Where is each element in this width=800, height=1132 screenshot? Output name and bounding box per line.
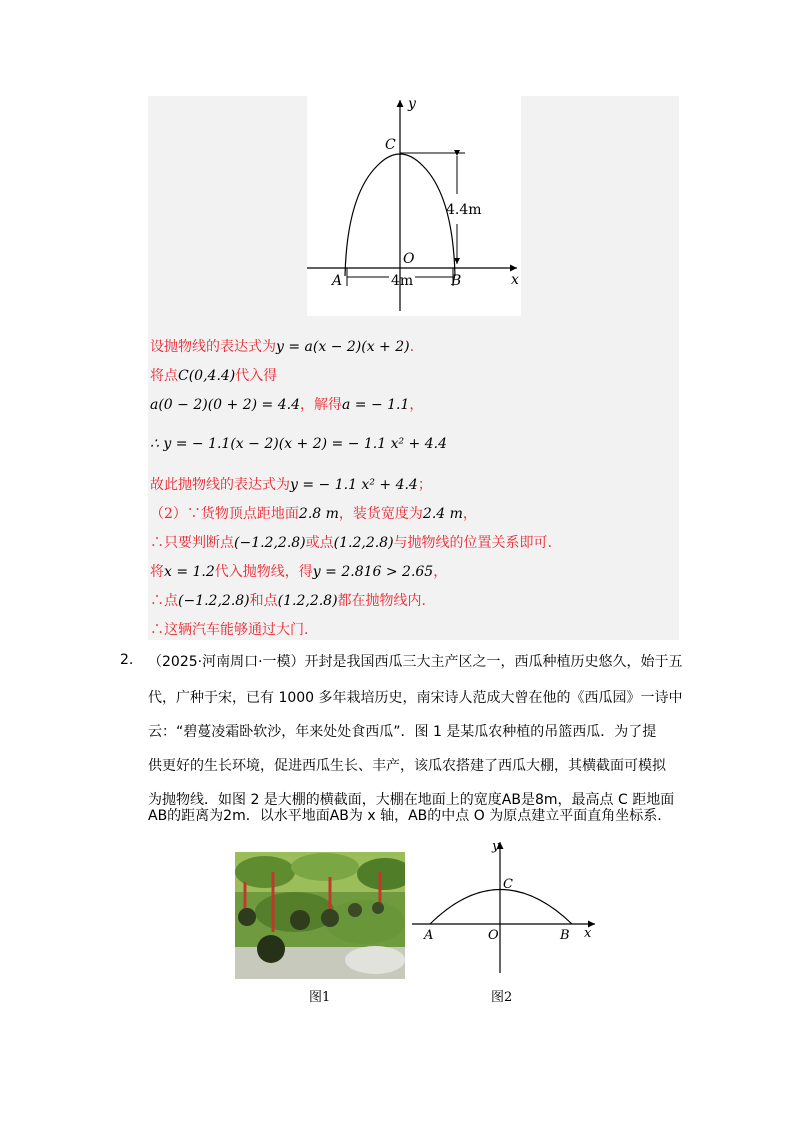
question-line-3: 云：“碧蔓凌霜卧软沙，年来处处食西瓜”．图 1 是某瓜农种植的吊篮西瓜．为了提 (148, 724, 657, 740)
line5-end: ； (417, 477, 432, 493)
line8-text2: 代入抛物线，得 (214, 564, 313, 580)
solution-line-10 (150, 620, 308, 640)
solution-line-7 (150, 533, 552, 553)
line7-text2: 或点 (305, 535, 334, 551)
line6-end: ， (462, 506, 477, 522)
fig1-o-label: O (403, 251, 415, 267)
fig2-y-label: y (492, 839, 500, 854)
solution-line-4 (150, 434, 447, 454)
fig1-height-label: 4.4m (446, 202, 482, 218)
line2-text2: 代入得 (235, 368, 278, 384)
question-line-2: 代，广种于宋，已有 1000 多年栽培历史，南宋诗人范成大曾在他的《西瓜园》一诗中 (148, 690, 683, 706)
watermelon-photo-svg (235, 852, 405, 979)
parabola-figure-1 (307, 96, 521, 316)
line2-text1: 将点 (150, 368, 178, 384)
solution-line-3 (150, 395, 423, 415)
fig1-a-label: A (332, 273, 343, 289)
solution-line-1 (150, 337, 414, 357)
line3-math: a(0 − 2)(0 + 2) = 4.4 (150, 397, 300, 413)
question-number: 2. (120, 652, 134, 668)
solution-line-8 (150, 562, 447, 582)
line1-text: 设抛物线的表达式为 (150, 339, 276, 355)
line1-math: y = a(x − 2)(x + 2) (276, 339, 410, 355)
fig1-width-label: 4m (391, 273, 414, 289)
line1-end: . (409, 339, 415, 355)
line3-end: ， (409, 397, 424, 413)
fig2-a-label: A (424, 928, 434, 943)
fig2-o-label: O (488, 928, 499, 943)
figure-2-caption: 图2 (491, 990, 513, 1005)
line9-text3: 都在抛物线内. (337, 593, 426, 609)
fig1-y-label: y (408, 96, 416, 112)
fig1-b-label: B (451, 273, 462, 289)
question-line-6: AB的距离为2m．以水平地面AB为 x 轴，AB的中点 O 为原点建立平面直角坐标系. (148, 808, 662, 824)
question-line-1: （2025·河南周口·一模）开封是我国西瓜三大主产区之一，西瓜种植历史悠久，始于五 (148, 654, 683, 670)
line8-text1: 将 (150, 564, 164, 580)
line7-text3: 与抛物线的位置关系即可. (393, 535, 552, 551)
line7-math2: (1.2,2.8) (333, 535, 394, 551)
line7-text1: ∴只要判断点 (150, 535, 234, 551)
line7-math1: (−1.2,2.8) (234, 535, 306, 551)
line8-end: ， (433, 564, 448, 580)
line3-math2: a = − 1.1 (341, 397, 410, 413)
line8-math1: x = 1.2 (164, 564, 215, 580)
line5-math: y = − 1.1 x² + 4.4 (290, 477, 418, 493)
figure-1-caption: 图1 (309, 990, 331, 1005)
question-line-5: 为抛物线．如图 2 是大棚的横截面，大棚在地面上的宽度AB是8m，最高点 C 距地面 (148, 792, 675, 808)
solution-line-2 (150, 366, 277, 386)
fig2-b-label: B (560, 928, 570, 943)
line2-math: C(0,4.4) (178, 368, 236, 384)
line9-math2: (1.2,2.8) (277, 593, 338, 609)
question-line-4: 供更好的生长环境，促进西瓜生长、丰产，该瓜农搭建了西瓜大棚，其横截面可模拟 (148, 758, 666, 774)
line9-text1: ∴点 (150, 593, 178, 609)
line6-math2: 2.4 m (422, 506, 463, 522)
watermelon-photo (235, 852, 405, 979)
parabola-figure-2 (412, 838, 602, 978)
line5-text: 故此抛物线的表达式为 (150, 477, 290, 493)
fig2-c-label: C (503, 877, 513, 892)
solution-line-6 (150, 504, 477, 524)
solution-line-5 (150, 475, 432, 495)
solution-line-9 (150, 591, 426, 611)
line3-text: ，解得 (299, 397, 342, 413)
line6-text2: ，装货宽度为 (338, 506, 423, 522)
line4-math: ∴ y = − 1.1(x − 2)(x + 2) = − 1.1 x² + 4.4 (150, 436, 447, 452)
line6-math1: 2.8 m (298, 506, 339, 522)
fig2-x-label: x (584, 926, 592, 941)
line10-text: ∴这辆汽车能够通过大门. (150, 622, 309, 638)
line6-text1: （2）∵货物顶点距地面 (150, 506, 299, 522)
line9-text2: 和点 (249, 593, 278, 609)
fig1-c-label: C (385, 137, 396, 153)
parabola-figure-1-svg (307, 96, 521, 316)
fig1-x-label: x (511, 272, 519, 288)
line8-math2: y = 2.816 > 2.65 (312, 564, 434, 580)
line9-math1: (−1.2,2.8) (178, 593, 250, 609)
